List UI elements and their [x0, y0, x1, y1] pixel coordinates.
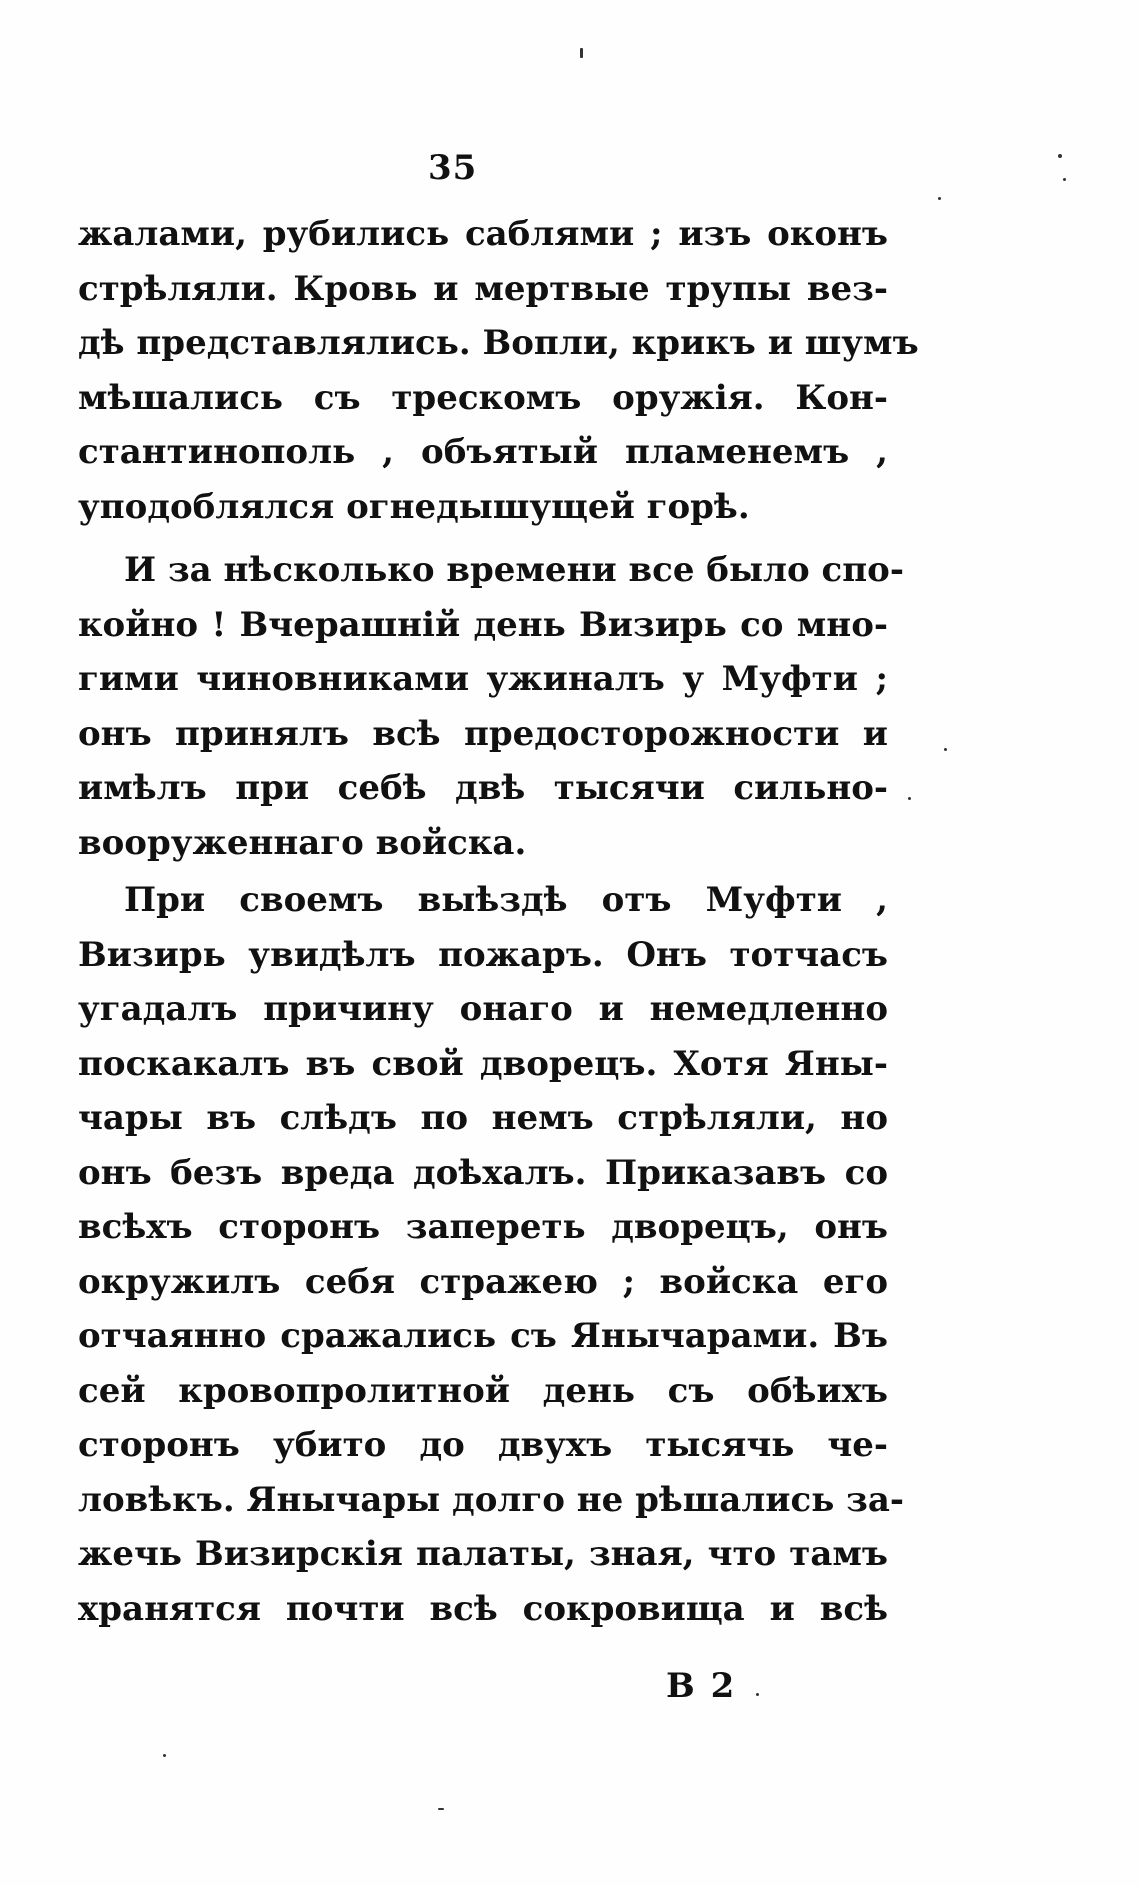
scan-speck	[944, 748, 947, 751]
text-line: угадалъ причину онаго и немедленно	[78, 989, 888, 1029]
text-line: жалами, рубились саблями ; изъ оконъ	[78, 214, 888, 254]
text-line: онъ безъ вреда доѣхалъ. Приказавъ со	[78, 1152, 888, 1193]
text-line: стантинополь , объятый пламенемъ ,	[78, 432, 888, 472]
scan-speck	[438, 1808, 444, 1810]
text-line: И за нѣсколько времени все было спо-	[124, 550, 904, 590]
text-line: всѣхъ сторонъ запереть дворецъ, онъ	[78, 1207, 888, 1247]
text-line: ловѣкъ. Янычары долго не рѣшались за-	[78, 1479, 904, 1520]
text-line: хранятся почти всѣ сокровища и всѣ	[78, 1588, 888, 1629]
text-line: жечь Визирскія палаты, зная, что тамъ	[78, 1534, 888, 1574]
printer-signature-mark: В 2	[666, 1666, 737, 1706]
scan-speck	[938, 197, 941, 200]
page-number: 35	[428, 148, 478, 188]
text-line: уподоблялся огнедышущей горѣ.	[78, 486, 750, 527]
scan-speck	[756, 1693, 759, 1696]
scan-speck	[580, 48, 583, 58]
paragraph-1	[78, 207, 919, 534]
text-line: дѣ представлялись. Вопли, крикъ и шумъ	[78, 323, 919, 363]
text-line: стрѣляли. Кровь и мертвые трупы вез-	[78, 268, 888, 309]
text-line: онъ принялъ всѣ предосторожности и	[78, 713, 888, 754]
text-line: отчаянно сражались съ Янычарами. Въ	[78, 1316, 888, 1356]
text-line: имѣлъ при себѣ двѣ тысячи сильно-	[78, 768, 888, 808]
text-line: сей кровопролитной день съ обѣихъ	[78, 1370, 888, 1411]
text-line: мѣшались съ трескомъ оружія. Кон-	[78, 377, 888, 418]
text-line: окружилъ себя стражею ; войска его	[78, 1261, 888, 1302]
scan-speck	[1063, 178, 1066, 181]
scan-speck	[163, 1754, 166, 1757]
paragraph-2	[78, 543, 904, 870]
text-line: койно ! Вчерашній день Визирь со мно-	[78, 604, 888, 645]
text-line: сторонъ убито до двухъ тысячь че-	[78, 1425, 888, 1465]
scan-speck	[908, 797, 911, 800]
scan-speck	[1058, 154, 1062, 158]
text-line: гими чиновниками ужиналъ у Муфти ;	[78, 659, 888, 699]
text-line: Визирь увидѣлъ пожаръ. Онъ тотчасъ	[78, 934, 888, 975]
text-line: При своемъ выѣздѣ отъ Муфти ,	[124, 880, 888, 920]
text-line: чары въ слѣдъ по немъ стрѣляли, но	[78, 1098, 888, 1138]
text-line: поскакалъ въ свой дворецъ. Хотя Яны-	[78, 1043, 888, 1084]
text-line: вооруженнаго войска.	[78, 822, 527, 863]
paragraph-3	[78, 873, 904, 1636]
